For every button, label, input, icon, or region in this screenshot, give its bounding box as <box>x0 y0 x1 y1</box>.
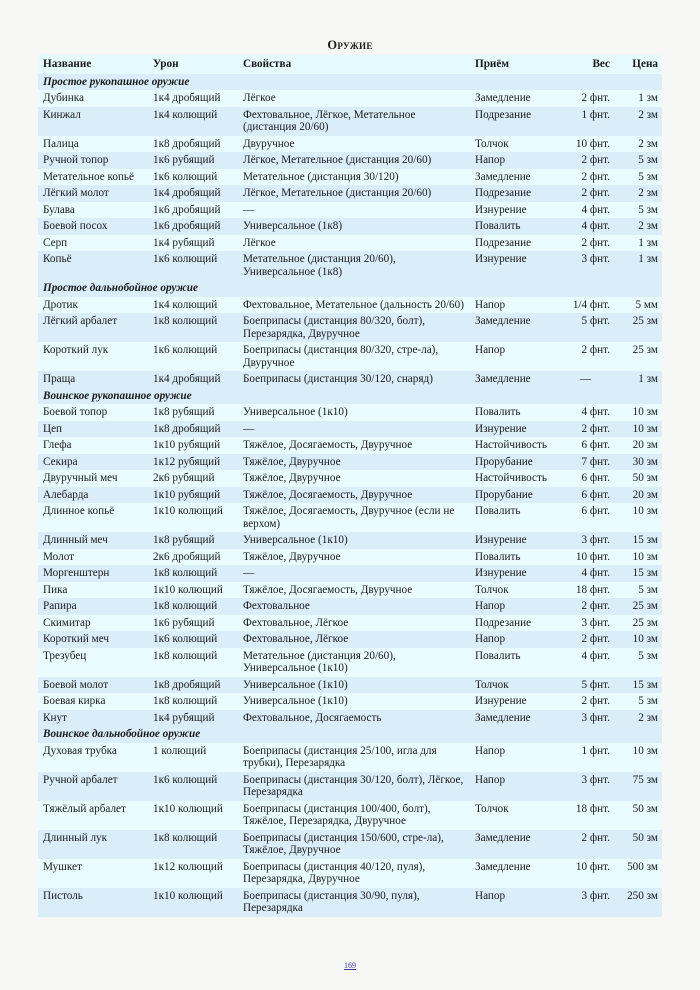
mastery-cell: Замедление <box>470 859 556 888</box>
weight-cell: 2 фнт. <box>556 631 614 648</box>
table-row <box>38 677 662 694</box>
cost-cell: 25 зм <box>614 598 662 615</box>
cost-cell: 5 зм <box>614 648 662 677</box>
weapon-name-cell: Секира <box>38 454 148 471</box>
mastery-cell: Замедление <box>470 830 556 859</box>
cost-cell: 75 зм <box>614 772 662 801</box>
properties-cell: Тяжёлое, Досягаемость, Двуручное <box>238 582 470 599</box>
properties-cell: Боеприпасы (дистанция 100/400, болт), Тяжёлое, Перезарядка, Двуручное <box>238 801 470 830</box>
section-title: Простое дальнобойное оружие <box>38 280 662 297</box>
table-row <box>38 202 662 219</box>
table-row <box>38 218 662 235</box>
properties-cell: Лёгкое <box>238 235 470 252</box>
properties-cell: — <box>238 421 470 438</box>
damage-cell: 1к6 колющий <box>148 631 238 648</box>
damage-cell: 1к4 рубящий <box>148 710 238 727</box>
page-title: Оружие <box>327 38 373 52</box>
cost-cell: 30 зм <box>614 454 662 471</box>
mastery-cell: Изнурение <box>470 421 556 438</box>
cost-cell: 5 зм <box>614 152 662 169</box>
mastery-cell: Толчок <box>470 136 556 153</box>
cost-cell: 10 зм <box>614 549 662 566</box>
properties-cell: Тяжёлое, Двуручное <box>238 549 470 566</box>
weight-cell: 2 фнт. <box>556 90 614 107</box>
cost-cell: 10 зм <box>614 404 662 421</box>
cost-cell: 2 зм <box>614 136 662 153</box>
properties-cell: Универсальное (1к8) <box>238 218 470 235</box>
cost-cell: 1 зм <box>614 90 662 107</box>
damage-cell: 1к6 колющий <box>148 772 238 801</box>
weight-cell: 4 фнт. <box>556 202 614 219</box>
damage-cell: 1к10 колющий <box>148 582 238 599</box>
cost-cell: 15 зм <box>614 532 662 549</box>
weight-cell: 4 фнт. <box>556 404 614 421</box>
weight-cell: 6 фнт. <box>556 503 614 532</box>
section-title: Простое рукопашное оружие <box>38 74 662 91</box>
weight-cell: 6 фнт. <box>556 487 614 504</box>
properties-cell: Тяжёлое, Двуручное <box>238 470 470 487</box>
weight-cell: 2 фнт. <box>556 169 614 186</box>
section-title: Воинское рукопашное оружие <box>38 388 662 405</box>
table-row <box>38 313 662 342</box>
properties-cell: Лёгкое, Метательное (дистанция 20/60) <box>238 185 470 202</box>
damage-cell: 1к8 рубящий <box>148 532 238 549</box>
weapon-name-cell: Лёгкий молот <box>38 185 148 202</box>
properties-cell: Боеприпасы (дистанция 40/120, пуля), Перезарядка, Двуручное <box>238 859 470 888</box>
mastery-cell: Напор <box>470 888 556 917</box>
weapon-name-cell: Длинное копьё <box>38 503 148 532</box>
cost-cell: 25 зм <box>614 313 662 342</box>
properties-cell: Универсальное (1к10) <box>238 532 470 549</box>
properties-cell: — <box>238 202 470 219</box>
weapon-name-cell: Серп <box>38 235 148 252</box>
table-row <box>38 648 662 677</box>
properties-cell: Фехтовальное, Лёгкое <box>238 631 470 648</box>
table-row <box>38 532 662 549</box>
weight-cell: 2 фнт. <box>556 185 614 202</box>
weapon-name-cell: Булава <box>38 202 148 219</box>
damage-cell: 1к10 рубящий <box>148 437 238 454</box>
table-row <box>38 371 662 388</box>
weight-cell: 3 фнт. <box>556 710 614 727</box>
column-header-properties: Свойства <box>238 55 470 74</box>
damage-cell: 1к8 колющий <box>148 830 238 859</box>
cost-cell: 50 зм <box>614 470 662 487</box>
cost-cell: 2 зм <box>614 218 662 235</box>
properties-cell: Фехтовальное, Метательное (дальность 20/60) <box>238 297 470 314</box>
weight-cell: 1 фнт. <box>556 107 614 136</box>
table-row <box>38 421 662 438</box>
properties-cell: Метательное (дистанция 20/60), Универсальное (1к8) <box>238 251 470 280</box>
weight-cell: 18 фнт. <box>556 582 614 599</box>
table-row <box>38 615 662 632</box>
weapon-name-cell: Мушкет <box>38 859 148 888</box>
mastery-cell: Настойчивость <box>470 470 556 487</box>
cost-cell: 25 зм <box>614 615 662 632</box>
damage-cell: 1к6 рубящий <box>148 615 238 632</box>
cost-cell: 50 зм <box>614 830 662 859</box>
mastery-cell: Подрезание <box>470 615 556 632</box>
properties-cell: Фехтовальное <box>238 598 470 615</box>
weapon-name-cell: Палица <box>38 136 148 153</box>
table-row <box>38 342 662 371</box>
weight-cell: 10 фнт. <box>556 136 614 153</box>
cost-cell: 20 зм <box>614 487 662 504</box>
properties-cell: Тяжёлое, Досягаемость, Двуручное <box>238 487 470 504</box>
properties-cell: Боеприпасы (дистанция 25/100, игла для трубки), Перезарядка <box>238 743 470 772</box>
weight-cell: 5 фнт. <box>556 313 614 342</box>
mastery-cell: Изнурение <box>470 532 556 549</box>
cost-cell: 15 зм <box>614 565 662 582</box>
damage-cell: 1к4 колющий <box>148 297 238 314</box>
weight-cell: 2 фнт. <box>556 342 614 371</box>
weapon-name-cell: Двуручный меч <box>38 470 148 487</box>
cost-cell: 15 зм <box>614 677 662 694</box>
table-row <box>38 90 662 107</box>
weapon-name-cell: Кнут <box>38 710 148 727</box>
damage-cell: 1к6 колющий <box>148 251 238 280</box>
damage-cell: 1к10 рубящий <box>148 487 238 504</box>
table-row <box>38 565 662 582</box>
table-row <box>38 437 662 454</box>
weapon-name-cell: Рапира <box>38 598 148 615</box>
properties-cell: Боеприпасы (дистанция 30/120, болт), Лёгкое, Перезарядка <box>238 772 470 801</box>
table-row <box>38 169 662 186</box>
properties-cell: Универсальное (1к10) <box>238 693 470 710</box>
mastery-cell: Подрезание <box>470 235 556 252</box>
weapon-name-cell: Короткий лук <box>38 342 148 371</box>
table-header-row <box>38 55 662 74</box>
weight-cell: 4 фнт. <box>556 218 614 235</box>
weight-cell: 3 фнт. <box>556 888 614 917</box>
mastery-cell: Замедление <box>470 169 556 186</box>
damage-cell: 1к4 дробящий <box>148 185 238 202</box>
weight-cell: 3 фнт. <box>556 772 614 801</box>
weight-cell: 10 фнт. <box>556 859 614 888</box>
mastery-cell: Повалить <box>470 549 556 566</box>
properties-cell: Двуручное <box>238 136 470 153</box>
cost-cell: 10 зм <box>614 631 662 648</box>
table-row <box>38 598 662 615</box>
mastery-cell: Подрезание <box>470 107 556 136</box>
table-row <box>38 251 662 280</box>
weapon-name-cell: Дротик <box>38 297 148 314</box>
weapons-table <box>38 55 662 917</box>
cost-cell: 25 зм <box>614 342 662 371</box>
cost-cell: 5 мм <box>614 297 662 314</box>
weapon-name-cell: Глефа <box>38 437 148 454</box>
weapon-name-cell: Духовая трубка <box>38 743 148 772</box>
weapon-name-cell: Пистоль <box>38 888 148 917</box>
weapon-name-cell: Алебарда <box>38 487 148 504</box>
weapon-name-cell: Ручной топор <box>38 152 148 169</box>
properties-cell: Универсальное (1к10) <box>238 404 470 421</box>
mastery-cell: Замедление <box>470 90 556 107</box>
table-row <box>38 743 662 772</box>
weapon-name-cell: Боевая кирка <box>38 693 148 710</box>
cost-cell: 5 зм <box>614 693 662 710</box>
weapon-name-cell: Цеп <box>38 421 148 438</box>
table-row <box>38 631 662 648</box>
properties-cell: — <box>238 565 470 582</box>
table-row <box>38 152 662 169</box>
weight-cell: 6 фнт. <box>556 437 614 454</box>
weight-cell: 3 фнт. <box>556 251 614 280</box>
weapon-name-cell: Лёгкий арбалет <box>38 313 148 342</box>
cost-cell: 2 зм <box>614 107 662 136</box>
table-row <box>38 297 662 314</box>
table-row <box>38 487 662 504</box>
damage-cell: 1к8 дробящий <box>148 421 238 438</box>
column-header-name: Название <box>38 55 148 74</box>
damage-cell: 1к6 дробящий <box>148 202 238 219</box>
table-row <box>38 801 662 830</box>
cost-cell: 1 зм <box>614 371 662 388</box>
mastery-cell: Прорубание <box>470 454 556 471</box>
weapon-name-cell: Праща <box>38 371 148 388</box>
properties-cell: Боеприпасы (дистанция 150/600, стре-ла), Тяжёлое, Двуручное <box>238 830 470 859</box>
section-row <box>38 280 662 297</box>
mastery-cell: Настойчивость <box>470 437 556 454</box>
damage-cell: 2к6 дробящий <box>148 549 238 566</box>
section-row <box>38 726 662 743</box>
weight-cell: 3 фнт. <box>556 532 614 549</box>
weight-cell: 2 фнт. <box>556 830 614 859</box>
weight-cell: 2 фнт. <box>556 598 614 615</box>
mastery-cell: Повалить <box>470 503 556 532</box>
damage-cell: 1к10 колющий <box>148 801 238 830</box>
damage-cell: 2к6 рубящий <box>148 470 238 487</box>
cost-cell: 2 зм <box>614 185 662 202</box>
table-row <box>38 830 662 859</box>
weight-cell: 6 фнт. <box>556 470 614 487</box>
cost-cell: 500 зм <box>614 859 662 888</box>
cost-cell: 10 зм <box>614 421 662 438</box>
properties-cell: Боеприпасы (дистанция 80/320, стре-ла), Двуручное <box>238 342 470 371</box>
mastery-cell: Толчок <box>470 582 556 599</box>
damage-cell: 1к6 колющий <box>148 169 238 186</box>
weight-cell: — <box>556 371 614 388</box>
mastery-cell: Изнурение <box>470 693 556 710</box>
damage-cell: 1к8 колющий <box>148 313 238 342</box>
cost-cell: 1 зм <box>614 235 662 252</box>
mastery-cell: Подрезание <box>470 185 556 202</box>
mastery-cell: Изнурение <box>470 565 556 582</box>
mastery-cell: Напор <box>470 152 556 169</box>
weight-cell: 3 фнт. <box>556 615 614 632</box>
cost-cell: 5 зм <box>614 202 662 219</box>
section-row <box>38 388 662 405</box>
damage-cell: 1к6 дробящий <box>148 218 238 235</box>
weapon-name-cell: Длинный меч <box>38 532 148 549</box>
mastery-cell: Изнурение <box>470 251 556 280</box>
page-number-link[interactable]: 169 <box>344 961 356 970</box>
mastery-cell: Замедление <box>470 710 556 727</box>
properties-cell: Боеприпасы (дистанция 80/320, болт), Перезарядка, Двуручное <box>238 313 470 342</box>
weight-cell: 7 фнт. <box>556 454 614 471</box>
weapon-name-cell: Копьё <box>38 251 148 280</box>
damage-cell: 1к12 колющий <box>148 859 238 888</box>
column-header-mastery: Приём <box>470 55 556 74</box>
weapon-name-cell: Ручной арбалет <box>38 772 148 801</box>
cost-cell: 5 зм <box>614 169 662 186</box>
table-row <box>38 470 662 487</box>
table-row <box>38 772 662 801</box>
properties-cell: Боеприпасы (дистанция 30/120, снаряд) <box>238 371 470 388</box>
damage-cell: 1к4 рубящий <box>148 235 238 252</box>
damage-cell: 1к8 колющий <box>148 565 238 582</box>
weight-cell: 2 фнт. <box>556 421 614 438</box>
weight-cell: 1 фнт. <box>556 743 614 772</box>
properties-cell: Универсальное (1к10) <box>238 677 470 694</box>
damage-cell: 1к4 колющий <box>148 107 238 136</box>
properties-cell: Метательное (дистанция 30/120) <box>238 169 470 186</box>
damage-cell: 1к4 дробящий <box>148 371 238 388</box>
column-header-weight: Вес <box>556 55 614 74</box>
cost-cell: 5 зм <box>614 582 662 599</box>
mastery-cell: Замедление <box>470 313 556 342</box>
weight-cell: 1/4 фнт. <box>556 297 614 314</box>
mastery-cell: Изнурение <box>470 202 556 219</box>
damage-cell: 1 колющий <box>148 743 238 772</box>
damage-cell: 1к8 рубящий <box>148 404 238 421</box>
weapon-name-cell: Боевой посох <box>38 218 148 235</box>
table-row <box>38 136 662 153</box>
column-header-damage: Урон <box>148 55 238 74</box>
properties-cell: Фехтовальное, Досягаемость <box>238 710 470 727</box>
table-row <box>38 888 662 917</box>
damage-cell: 1к8 колющий <box>148 693 238 710</box>
column-header-cost: Цена <box>614 55 662 74</box>
table-row <box>38 404 662 421</box>
damage-cell: 1к8 дробящий <box>148 677 238 694</box>
weight-cell: 2 фнт. <box>556 235 614 252</box>
weight-cell: 2 фнт. <box>556 152 614 169</box>
weapon-name-cell: Боевой молот <box>38 677 148 694</box>
cost-cell: 50 зм <box>614 801 662 830</box>
weight-cell: 5 фнт. <box>556 677 614 694</box>
table-row <box>38 549 662 566</box>
weapon-name-cell: Кинжал <box>38 107 148 136</box>
mastery-cell: Напор <box>470 598 556 615</box>
damage-cell: 1к8 колющий <box>148 648 238 677</box>
weight-cell: 10 фнт. <box>556 549 614 566</box>
mastery-cell: Толчок <box>470 677 556 694</box>
damage-cell: 1к10 колющий <box>148 888 238 917</box>
cost-cell: 2 зм <box>614 710 662 727</box>
mastery-cell: Напор <box>470 297 556 314</box>
properties-cell: Боеприпасы (дистанция 30/90, пуля), Перезарядка <box>238 888 470 917</box>
table-body <box>38 74 662 917</box>
weapon-name-cell: Пика <box>38 582 148 599</box>
damage-cell: 1к6 колющий <box>148 342 238 371</box>
section-row <box>38 74 662 91</box>
weapon-name-cell: Трезубец <box>38 648 148 677</box>
weapon-name-cell: Скимитар <box>38 615 148 632</box>
weapon-name-cell: Тяжёлый арбалет <box>38 801 148 830</box>
properties-cell: Тяжёлое, Двуручное <box>238 454 470 471</box>
damage-cell: 1к8 дробящий <box>148 136 238 153</box>
weapon-name-cell: Короткий меч <box>38 631 148 648</box>
cost-cell: 20 зм <box>614 437 662 454</box>
properties-cell: Метательное (дистанция 20/60), Универсальное (1к10) <box>238 648 470 677</box>
table-row <box>38 859 662 888</box>
damage-cell: 1к10 колющий <box>148 503 238 532</box>
damage-cell: 1к8 колющий <box>148 598 238 615</box>
cost-cell: 10 зм <box>614 503 662 532</box>
damage-cell: 1к4 дробящий <box>148 90 238 107</box>
cost-cell: 10 зм <box>614 743 662 772</box>
weight-cell: 4 фнт. <box>556 648 614 677</box>
table-row <box>38 185 662 202</box>
damage-cell: 1к12 рубящий <box>148 454 238 471</box>
mastery-cell: Замедление <box>470 371 556 388</box>
damage-cell: 1к6 рубящий <box>148 152 238 169</box>
table-row <box>38 107 662 136</box>
weapon-name-cell: Молот <box>38 549 148 566</box>
cost-cell: 250 зм <box>614 888 662 917</box>
properties-cell: Лёгкое <box>238 90 470 107</box>
section-title: Воинское дальнобойное оружие <box>38 726 662 743</box>
table-row <box>38 235 662 252</box>
cost-cell: 1 зм <box>614 251 662 280</box>
properties-cell: Тяжёлое, Досягаемость, Двуручное <box>238 437 470 454</box>
weapon-name-cell: Боевой топор <box>38 404 148 421</box>
properties-cell: Фехтовальное, Лёгкое, Метательное (дистанция 20/60) <box>238 107 470 136</box>
mastery-cell: Повалить <box>470 218 556 235</box>
mastery-cell: Прорубание <box>470 487 556 504</box>
mastery-cell: Напор <box>470 342 556 371</box>
weapon-name-cell: Длинный лук <box>38 830 148 859</box>
properties-cell: Лёгкое, Метательное (дистанция 20/60) <box>238 152 470 169</box>
table-row <box>38 693 662 710</box>
table-row <box>38 582 662 599</box>
table-row <box>38 503 662 532</box>
mastery-cell: Напор <box>470 743 556 772</box>
weapon-name-cell: Метательное копьё <box>38 169 148 186</box>
properties-cell: Фехтовальное, Лёгкое <box>238 615 470 632</box>
weapon-name-cell: Моргенштерн <box>38 565 148 582</box>
mastery-cell: Напор <box>470 631 556 648</box>
weight-cell: 4 фнт. <box>556 565 614 582</box>
mastery-cell: Толчок <box>470 801 556 830</box>
weapon-name-cell: Дубинка <box>38 90 148 107</box>
table-row <box>38 454 662 471</box>
mastery-cell: Повалить <box>470 648 556 677</box>
mastery-cell: Повалить <box>470 404 556 421</box>
properties-cell: Тяжёлое, Досягаемость, Двуручное (если не верхом) <box>238 503 470 532</box>
weight-cell: 2 фнт. <box>556 693 614 710</box>
mastery-cell: Напор <box>470 772 556 801</box>
table-row <box>38 710 662 727</box>
weight-cell: 18 фнт. <box>556 801 614 830</box>
